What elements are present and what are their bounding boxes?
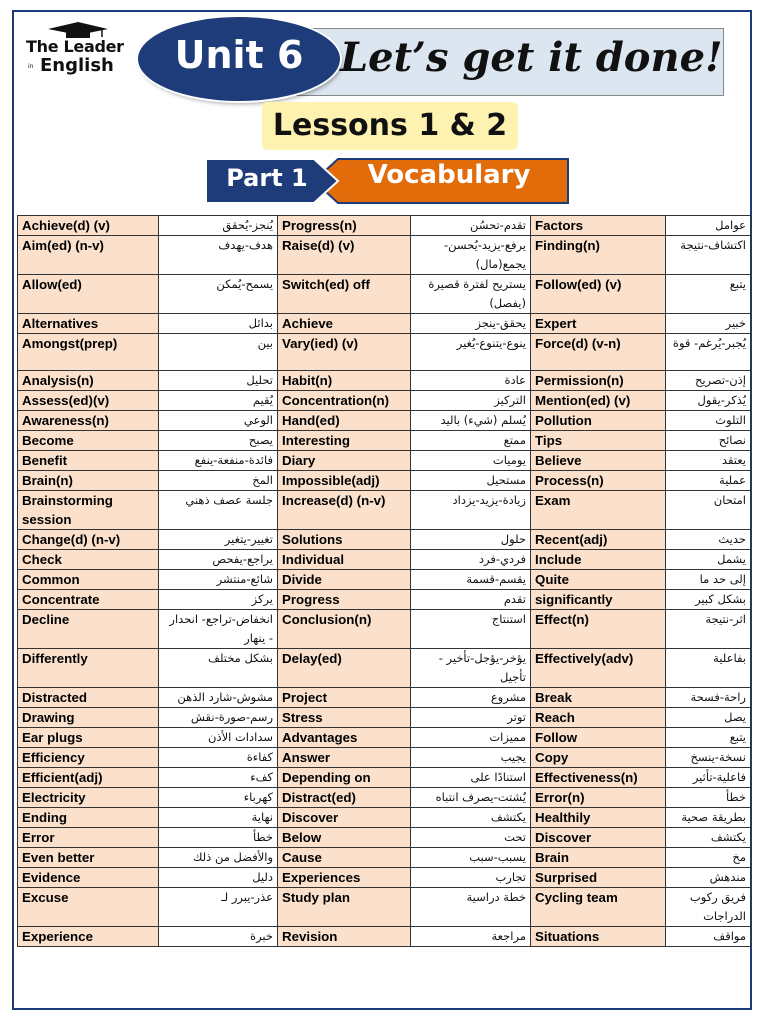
arabic-meaning: خطة دراسية [411, 888, 531, 927]
english-term: Force(d) (v-n) [531, 334, 666, 371]
english-term: Surprised [531, 868, 666, 888]
part-label: Part 1 [226, 164, 308, 192]
table-row [18, 828, 751, 848]
english-term: Include [531, 550, 666, 570]
english-term: Allow(ed) [18, 275, 159, 314]
arabic-meaning: نصائح [666, 431, 751, 451]
arabic-meaning: تقدم [411, 590, 531, 610]
arabic-meaning: فريق ركوب الدراجات [666, 888, 751, 927]
arabic-meaning: تقدم-تحسُن [411, 216, 531, 236]
english-term: Factors [531, 216, 666, 236]
arabic-meaning: يشمل [666, 550, 751, 570]
table-row [18, 550, 751, 570]
english-term: Follow(ed) (v) [531, 275, 666, 314]
english-term: Brain [531, 848, 666, 868]
table-row [18, 768, 751, 788]
english-term: Progress(n) [278, 216, 411, 236]
english-term: Increase(d) (n-v) [278, 491, 411, 530]
english-term: Achieve(d) (v) [18, 216, 159, 236]
english-term: Brainstorming session [18, 491, 159, 530]
section-label: Vocabulary [367, 160, 531, 190]
table-row [18, 431, 751, 451]
arabic-meaning: يوميات [411, 451, 531, 471]
english-term: Copy [531, 748, 666, 768]
arabic-meaning: يُقيم [159, 391, 278, 411]
english-term: Efficient(adj) [18, 768, 159, 788]
english-term: Mention(ed) (v) [531, 391, 666, 411]
arabic-meaning: يكتشف [411, 808, 531, 828]
arabic-meaning: يُسلم (شيء) باليد [411, 411, 531, 431]
arabic-meaning: والأفضل من ذلك [159, 848, 278, 868]
english-term: Impossible(adj) [278, 471, 411, 491]
arabic-meaning: يستريح لفترة قصيرة (يفصل) [411, 275, 531, 314]
arabic-meaning: يصبح [159, 431, 278, 451]
arabic-meaning: كفء [159, 768, 278, 788]
table-row [18, 471, 751, 491]
table-row [18, 610, 751, 649]
english-term: Concentrate [18, 590, 159, 610]
lessons-label: Lessons 1 & 2 [272, 108, 508, 143]
table-row [18, 391, 751, 411]
arabic-meaning: فاعلية-تأثير [666, 768, 751, 788]
english-term: Discover [278, 808, 411, 828]
english-term: Change(d) (n-v) [18, 530, 159, 550]
logo [24, 20, 136, 80]
english-term: Habit(n) [278, 371, 411, 391]
english-term: Break [531, 688, 666, 708]
arabic-meaning: خبرة [159, 927, 278, 947]
logo-line-2: in [28, 63, 34, 70]
arabic-meaning: بشكل مختلف [159, 649, 278, 688]
english-term: Even better [18, 848, 159, 868]
table-row [18, 688, 751, 708]
arabic-meaning: بدائل [159, 314, 278, 334]
arabic-meaning: يعتقد [666, 451, 751, 471]
arabic-meaning: يُذكر-يقول [666, 391, 751, 411]
english-term: Brain(n) [18, 471, 159, 491]
arabic-meaning: حلول [411, 530, 531, 550]
arabic-meaning: دليل [159, 868, 278, 888]
english-term: Revision [278, 927, 411, 947]
arabic-meaning: يكتشف [666, 828, 751, 848]
english-term: Believe [531, 451, 666, 471]
arabic-meaning: عوامل [666, 216, 751, 236]
arabic-meaning: انخفاض-تراجع- انحدار - ينهار [159, 610, 278, 649]
arabic-meaning: راحة-فسحة [666, 688, 751, 708]
table-row [18, 788, 751, 808]
arabic-meaning: يتبع [666, 275, 751, 314]
arabic-meaning: يسبب-سبب [411, 848, 531, 868]
arabic-meaning: عذر-يبرر لـ [159, 888, 278, 927]
table-row [18, 708, 751, 728]
unit-label: Unit 6 [174, 33, 304, 77]
arabic-meaning: استنتاج [411, 610, 531, 649]
english-term: Progress [278, 590, 411, 610]
arabic-meaning: رسم-صورة-نقش [159, 708, 278, 728]
table-row [18, 590, 751, 610]
arabic-meaning: مشروع [411, 688, 531, 708]
table-row [18, 530, 751, 550]
english-term: Stress [278, 708, 411, 728]
english-term: Error [18, 828, 159, 848]
arabic-meaning: إلى حد ما [666, 570, 751, 590]
page-title: Let’s get it done! [340, 34, 723, 81]
arabic-meaning: يركز [159, 590, 278, 610]
english-term: Check [18, 550, 159, 570]
logo-line-3: English [40, 55, 114, 76]
arabic-meaning: مندهش [666, 868, 751, 888]
english-term: Below [278, 828, 411, 848]
english-term: Achieve [278, 314, 411, 334]
arabic-meaning: يجيب [411, 748, 531, 768]
arabic-meaning: اثر-نتيجة [666, 610, 751, 649]
arabic-meaning: يراجع-يفحص [159, 550, 278, 570]
english-term: Situations [531, 927, 666, 947]
arabic-meaning: جلسة عصف ذهني [159, 491, 278, 530]
table-row [18, 927, 751, 947]
table-row [18, 868, 751, 888]
english-term: Expert [531, 314, 666, 334]
english-term: Distracted [18, 688, 159, 708]
english-term: Permission(n) [531, 371, 666, 391]
arabic-meaning: ممتع [411, 431, 531, 451]
arabic-meaning: مشوش-شارد الذهن [159, 688, 278, 708]
table-row [18, 491, 751, 530]
english-term: Cycling team [531, 888, 666, 927]
english-term: Concentration(n) [278, 391, 411, 411]
english-term: Analysis(n) [18, 371, 159, 391]
arabic-meaning: توتر [411, 708, 531, 728]
english-term: Differently [18, 649, 159, 688]
arabic-meaning: خطأ [666, 788, 751, 808]
english-term: Aim(ed) (n-v) [18, 236, 159, 275]
arabic-meaning: هدف-يهدف [159, 236, 278, 275]
arabic-meaning: مراجعة [411, 927, 531, 947]
table-row [18, 649, 751, 688]
english-term: Divide [278, 570, 411, 590]
arabic-meaning: يُشتت-يصرف انتباه [411, 788, 531, 808]
arabic-meaning: فردي-فرد [411, 550, 531, 570]
table-row [18, 848, 751, 868]
english-term: Decline [18, 610, 159, 649]
english-term: Error(n) [531, 788, 666, 808]
arabic-meaning: إذن-تصريح [666, 371, 751, 391]
arabic-meaning: يُجبر-يُرغم- قوة [666, 334, 751, 371]
table-row [18, 371, 751, 391]
english-term: Advantages [278, 728, 411, 748]
english-term: Hand(ed) [278, 411, 411, 431]
arabic-meaning: كفاءة [159, 748, 278, 768]
english-term: Discover [531, 828, 666, 848]
arabic-meaning: ينوع-يتنوع-يُغير [411, 334, 531, 371]
english-term: Delay(ed) [278, 649, 411, 688]
english-term: Finding(n) [531, 236, 666, 275]
arabic-meaning: يحقق-ينجز [411, 314, 531, 334]
english-term: Alternatives [18, 314, 159, 334]
table-row [18, 728, 751, 748]
english-term: Common [18, 570, 159, 590]
arabic-meaning: تحت [411, 828, 531, 848]
arabic-meaning: كهرباء [159, 788, 278, 808]
arabic-meaning: تحليل [159, 371, 278, 391]
arabic-meaning: يسمح-يُمكن [159, 275, 278, 314]
table-row [18, 314, 751, 334]
table-row [18, 888, 751, 927]
arabic-meaning: اكتشاف-نتيجة [666, 236, 751, 275]
english-term: Experiences [278, 868, 411, 888]
english-term: Tips [531, 431, 666, 451]
table-row [18, 411, 751, 431]
arabic-meaning: مخ [666, 848, 751, 868]
english-term: Ending [18, 808, 159, 828]
table-row [18, 451, 751, 471]
arabic-meaning: نسخة-ينسخ [666, 748, 751, 768]
english-term: Conclusion(n) [278, 610, 411, 649]
english-term: Efficiency [18, 748, 159, 768]
arabic-meaning: بين [159, 334, 278, 371]
arabic-meaning: خطأ [159, 828, 278, 848]
table-row [18, 334, 751, 371]
table-row [18, 216, 751, 236]
english-term: Solutions [278, 530, 411, 550]
english-term: Study plan [278, 888, 411, 927]
table-row [18, 236, 751, 275]
english-term: Drawing [18, 708, 159, 728]
table-row [18, 570, 751, 590]
vocabulary-table [17, 215, 751, 947]
arabic-meaning: يصل [666, 708, 751, 728]
english-term: Ear plugs [18, 728, 159, 748]
english-term: Depending on [278, 768, 411, 788]
arabic-meaning: حديث [666, 530, 751, 550]
arabic-meaning: بطريقة صحية [666, 808, 751, 828]
arabic-meaning: خبير [666, 314, 751, 334]
english-term: Exam [531, 491, 666, 530]
arabic-meaning: التركيز [411, 391, 531, 411]
logo-line-1: The Leader [26, 37, 124, 56]
english-term: Distract(ed) [278, 788, 411, 808]
english-term: Awareness(n) [18, 411, 159, 431]
arabic-meaning: يُنجز-يُحقق [159, 216, 278, 236]
english-term: Electricity [18, 788, 159, 808]
english-term: Quite [531, 570, 666, 590]
english-term: Reach [531, 708, 666, 728]
english-term: Individual [278, 550, 411, 570]
english-term: Effectively(adv) [531, 649, 666, 688]
arabic-meaning: تغيير-يتغير [159, 530, 278, 550]
arabic-meaning: مواقف [666, 927, 751, 947]
english-term: Vary(ied) (v) [278, 334, 411, 371]
english-term: Effectiveness(n) [531, 768, 666, 788]
arabic-meaning: الوعي [159, 411, 278, 431]
arabic-meaning: مستحيل [411, 471, 531, 491]
english-term: Pollution [531, 411, 666, 431]
arabic-meaning: نهاية [159, 808, 278, 828]
arabic-meaning: يرفع-يزيد-يُحسن- يجمع(مال) [411, 236, 531, 275]
arabic-meaning: يؤخر-يؤجل-تأخير - تأجيل [411, 649, 531, 688]
arabic-meaning: عملية [666, 471, 751, 491]
arabic-meaning: التلوث [666, 411, 751, 431]
english-term: Healthily [531, 808, 666, 828]
arabic-meaning: فائدة-منفعة-ينفع [159, 451, 278, 471]
english-term: Switch(ed) off [278, 275, 411, 314]
arabic-meaning: يقسم-قسمة [411, 570, 531, 590]
english-term: Diary [278, 451, 411, 471]
table-row [18, 808, 751, 828]
english-term: Become [18, 431, 159, 451]
english-term: significantly [531, 590, 666, 610]
arabic-meaning: امتحان [666, 491, 751, 530]
english-term: Answer [278, 748, 411, 768]
arabic-meaning: تجارب [411, 868, 531, 888]
english-term: Cause [278, 848, 411, 868]
english-term: Effect(n) [531, 610, 666, 649]
arabic-meaning: سدادات الأذن [159, 728, 278, 748]
english-term: Project [278, 688, 411, 708]
english-term: Process(n) [531, 471, 666, 491]
english-term: Experience [18, 927, 159, 947]
english-term: Interesting [278, 431, 411, 451]
english-term: Follow [531, 728, 666, 748]
table-row [18, 275, 751, 314]
english-term: Benefit [18, 451, 159, 471]
english-term: Evidence [18, 868, 159, 888]
table-row [18, 748, 751, 768]
english-term: Raise(d) (v) [278, 236, 411, 275]
arabic-meaning: عادة [411, 371, 531, 391]
arabic-meaning: مميزات [411, 728, 531, 748]
english-term: Excuse [18, 888, 159, 927]
arabic-meaning: بشكل كبير [666, 590, 751, 610]
arabic-meaning: استنادًا على [411, 768, 531, 788]
arabic-meaning: شائع-منتشر [159, 570, 278, 590]
english-term: Amongst(prep) [18, 334, 159, 371]
english-term: Recent(adj) [531, 530, 666, 550]
arabic-meaning: يتبع [666, 728, 751, 748]
english-term: Assess(ed)(v) [18, 391, 159, 411]
arabic-meaning: المخ [159, 471, 278, 491]
arabic-meaning: زيادة-يزيد-يزداد [411, 491, 531, 530]
arabic-meaning: بفاعلية [666, 649, 751, 688]
